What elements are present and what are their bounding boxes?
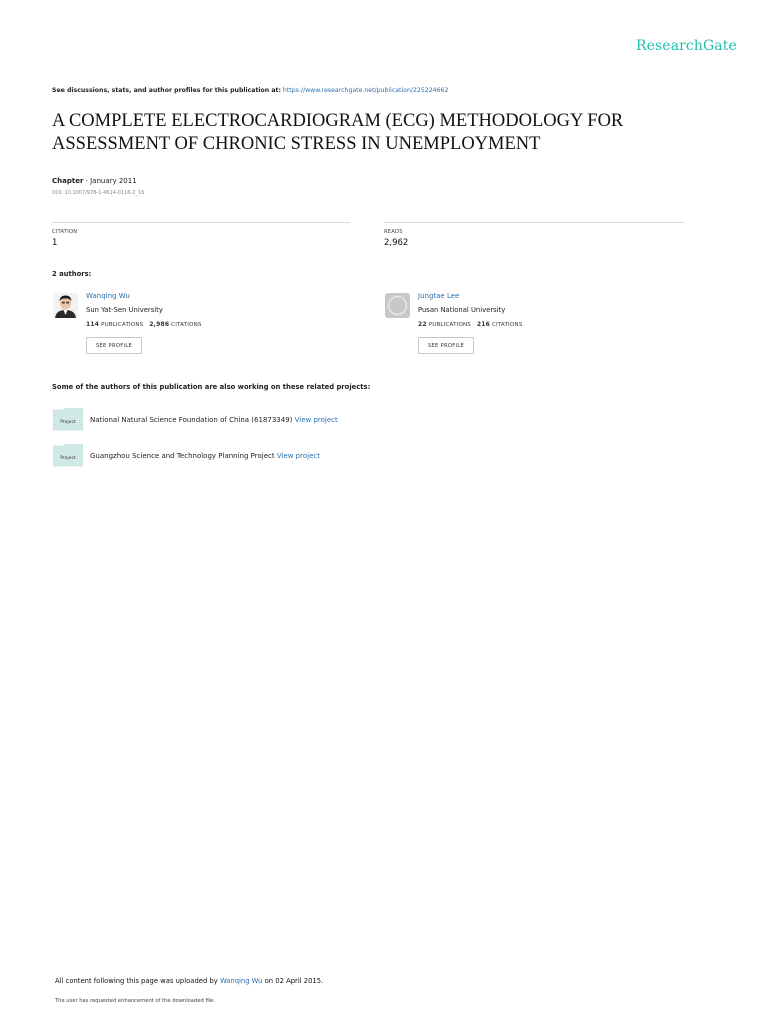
meta-separator: · [83,177,91,185]
footer-upload-suffix: on 02 April 2015. [264,977,324,985]
author-2-publications-label: PUBLICATIONS [428,322,471,328]
citation-value: 1 [52,238,58,248]
author-1-name[interactable] [86,292,130,300]
researchgate-logo[interactable]: ResearchGate [636,38,737,54]
footer-note: The user has requested enhancement of the downloaded file. [55,998,216,1004]
author-1-citations-count: 2,986 [149,321,170,328]
project-icon-label: Project [60,420,76,425]
author-1-name-link[interactable]: Wanqing Wu [86,292,130,300]
reads-label: READS [384,229,403,235]
default-avatar-svg [385,293,410,318]
author-2-see-profile-button[interactable]: SEE PROFILE [418,337,474,354]
author-1-publications-label: PUBLICATIONS [101,322,144,328]
project-2-text: Guangzhou Science and Technology Planning Project [90,452,275,460]
project-2-view-link[interactable]: View project [276,452,320,460]
author-2-name[interactable] [418,292,459,300]
project-1-text: National Natural Science Foundation of China (61873349) [90,416,293,424]
authors-heading: 2 authors: [52,270,92,278]
author-2-publications-count: 22 [418,321,427,328]
author-1-see-profile-button[interactable]: SEE PROFILE [86,337,142,354]
footer-uploader-link[interactable]: Wanqing Wu [219,977,263,985]
header-line [52,87,448,94]
project-icon-label: Project [60,456,76,461]
project-1 [90,416,338,424]
footer-upload-prefix: All content following this page was uploaded by [55,977,218,985]
author-2-citations-label: CITATIONS [491,322,523,328]
author-2-stats [418,321,522,328]
author-avatar-photo[interactable] [53,293,78,318]
default-avatar-icon[interactable] [385,293,410,318]
project-folder-icon[interactable] [53,408,83,430]
author-2-name-link[interactable]: Jungtae Lee [418,292,460,300]
project-folder-icon[interactable] [53,444,83,466]
footer-upload-line [55,977,323,985]
project-icon-shape [53,444,83,468]
avatar-photo-icon [53,293,78,318]
author-1-citations-label: CITATIONS [171,322,202,328]
publication-meta [52,177,137,185]
project-2 [90,452,320,460]
publication-type: Chapter [52,177,84,185]
publication-doi: DOI: 10.1007/978-1-4614-0116-2_16 [52,190,145,196]
divider-right [384,222,684,223]
author-2-citations-count: 216 [476,321,490,328]
publication-date: January 2011 [90,177,137,185]
author-1-publications-count: 114 [86,321,100,328]
reads-value: 2,962 [384,238,409,248]
publication-url-link[interactable]: https://www.researchgate.net/publication/225224662 [282,87,449,94]
project-icon-shape [53,408,83,432]
citation-label: CITATION [52,229,78,235]
publication-title: A COMPLETE ELECTROCARDIOGRAM (ECG) METHODOLOGY FOR ASSESSMENT OF CHRONIC STRESS IN UNEMPLOYMENT [52,111,624,154]
author-2-affiliation: Pusan National University [418,306,506,314]
header-prefix: See discussions, stats, and author profiles for this publication at: [52,87,281,94]
project-1-view-link[interactable]: View project [294,416,338,424]
divider-left [52,222,350,223]
author-1-stats [86,321,202,328]
projects-heading: Some of the authors of this publication are also working on these related projects: [52,383,371,391]
author-1-affiliation: Sun Yat-Sen University [86,306,163,314]
